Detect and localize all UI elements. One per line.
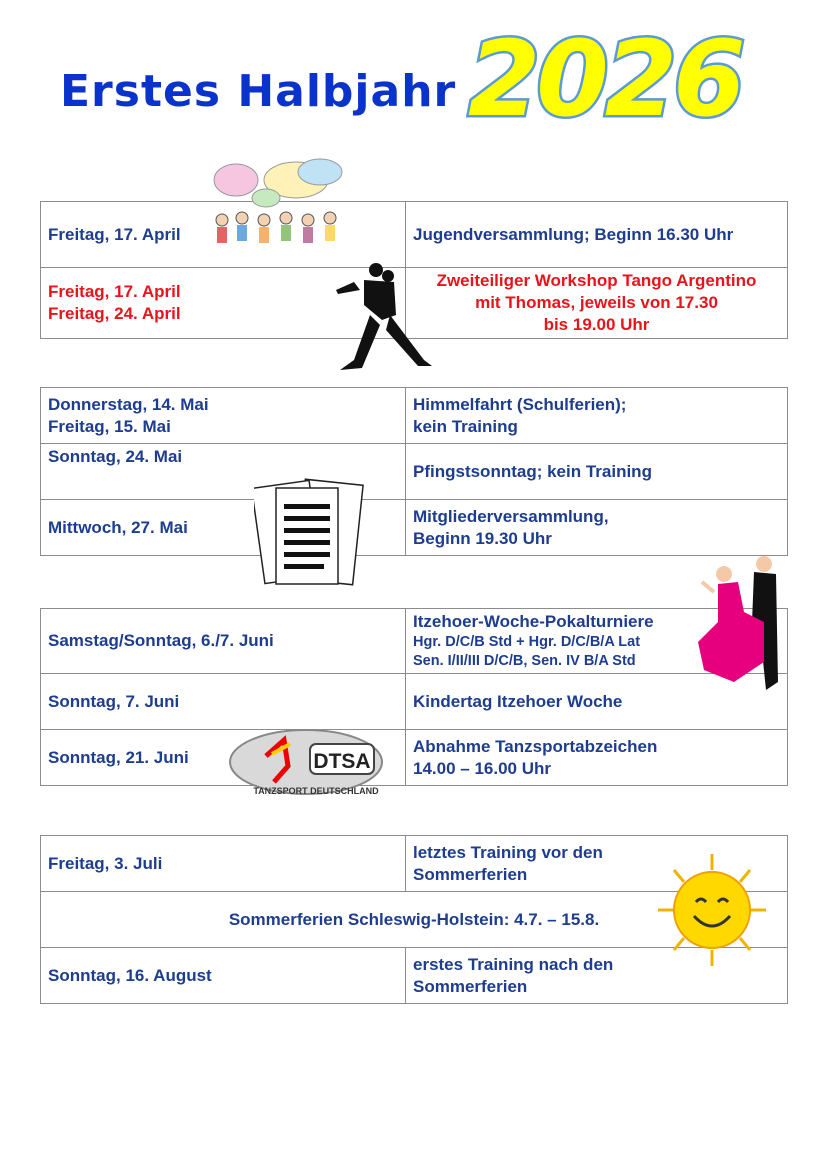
event-line: erstes Training nach den — [413, 954, 614, 974]
event-line: Itzehoer-Woche-Pokalturniere — [413, 612, 654, 631]
event-cell — [406, 268, 788, 339]
table-row — [41, 500, 788, 556]
event-line: 14.00 – 16.00 Uhr — [413, 758, 551, 778]
event-line: Mitgliederversammlung, — [413, 506, 609, 526]
date: Freitag, 15. Mai — [48, 416, 171, 436]
event-line: Hgr. D/C/B Std + Hgr. D/C/B/A Lat — [413, 634, 641, 650]
table-row — [41, 388, 788, 444]
event-line: Sommerferien — [413, 864, 528, 884]
date-cell: Sonntag, 7. Juni — [41, 674, 406, 730]
date-cell: Sonntag, 16. August — [41, 948, 406, 1004]
logo-subtext: TANZSPORT DEUTSCHLAND — [253, 786, 379, 796]
date: Donnerstag, 14. Mai — [48, 394, 209, 414]
event-line: bis 19.00 Uhr — [543, 315, 650, 334]
event-cell — [406, 730, 788, 786]
date-cell: Mittwoch, 27. Mai — [41, 500, 406, 556]
table-row — [41, 730, 788, 786]
year-heading: 2026 — [468, 18, 742, 140]
event-line: Sommerferien — [413, 976, 528, 996]
date: Freitag, 17. April — [48, 282, 181, 301]
page-title: Erstes Halbjahr — [60, 66, 457, 117]
event-cell: Pfingstsonntag; kein Training — [406, 444, 788, 500]
event-line: Sen. I/II/III D/C/B, Sen. IV B/A Std — [413, 653, 636, 669]
date-cell — [41, 388, 406, 444]
event-line: Zweiteiliger Workshop Tango Argentino — [436, 271, 757, 290]
table-row — [41, 674, 788, 730]
event-line: Abnahme Tanzsportabzeichen — [413, 736, 658, 756]
date-cell: Sonntag, 21. Juni — [41, 730, 406, 786]
date-cell: Freitag, 3. Juli — [41, 836, 406, 892]
dtsa-logo — [226, 726, 386, 800]
table-row — [41, 444, 788, 500]
tango-dancers-icon — [334, 260, 434, 374]
children-speech-bubbles-icon — [208, 158, 348, 260]
event-line: mit Thomas, jeweils von 17.30 — [475, 293, 718, 312]
event-cell — [406, 388, 788, 444]
table-may — [40, 387, 788, 556]
event-cell — [406, 500, 788, 556]
event-line: Himmelfahrt (Schulferien); — [413, 394, 627, 414]
logo-text: DTSA — [313, 750, 371, 773]
smiling-sun-icon — [656, 850, 768, 970]
table-row — [41, 609, 788, 674]
date-cell: Freitag, 17. April — [41, 202, 406, 268]
event-cell: Jugendversammlung; Beginn 16.30 Uhr — [406, 202, 788, 268]
date-cell: Samstag/Sonntag, 6./7. Juni — [41, 609, 406, 674]
documents-icon — [254, 474, 364, 586]
holiday-note: Sommerferien Schleswig-Holstein: 4.7. – 15.8. — [41, 892, 788, 948]
event-line: kein Training — [413, 416, 518, 436]
event-line: letztes Training vor den — [413, 842, 603, 862]
event-line: Beginn 19.30 Uhr — [413, 528, 552, 548]
table-row — [41, 202, 788, 268]
date-cell: Sonntag, 24. Mai — [41, 444, 406, 500]
event-cell: Kindertag Itzehoer Woche — [406, 674, 788, 730]
ballroom-dancers-icon — [694, 552, 790, 694]
table-june — [40, 608, 788, 786]
date: Freitag, 24. April — [48, 304, 181, 323]
